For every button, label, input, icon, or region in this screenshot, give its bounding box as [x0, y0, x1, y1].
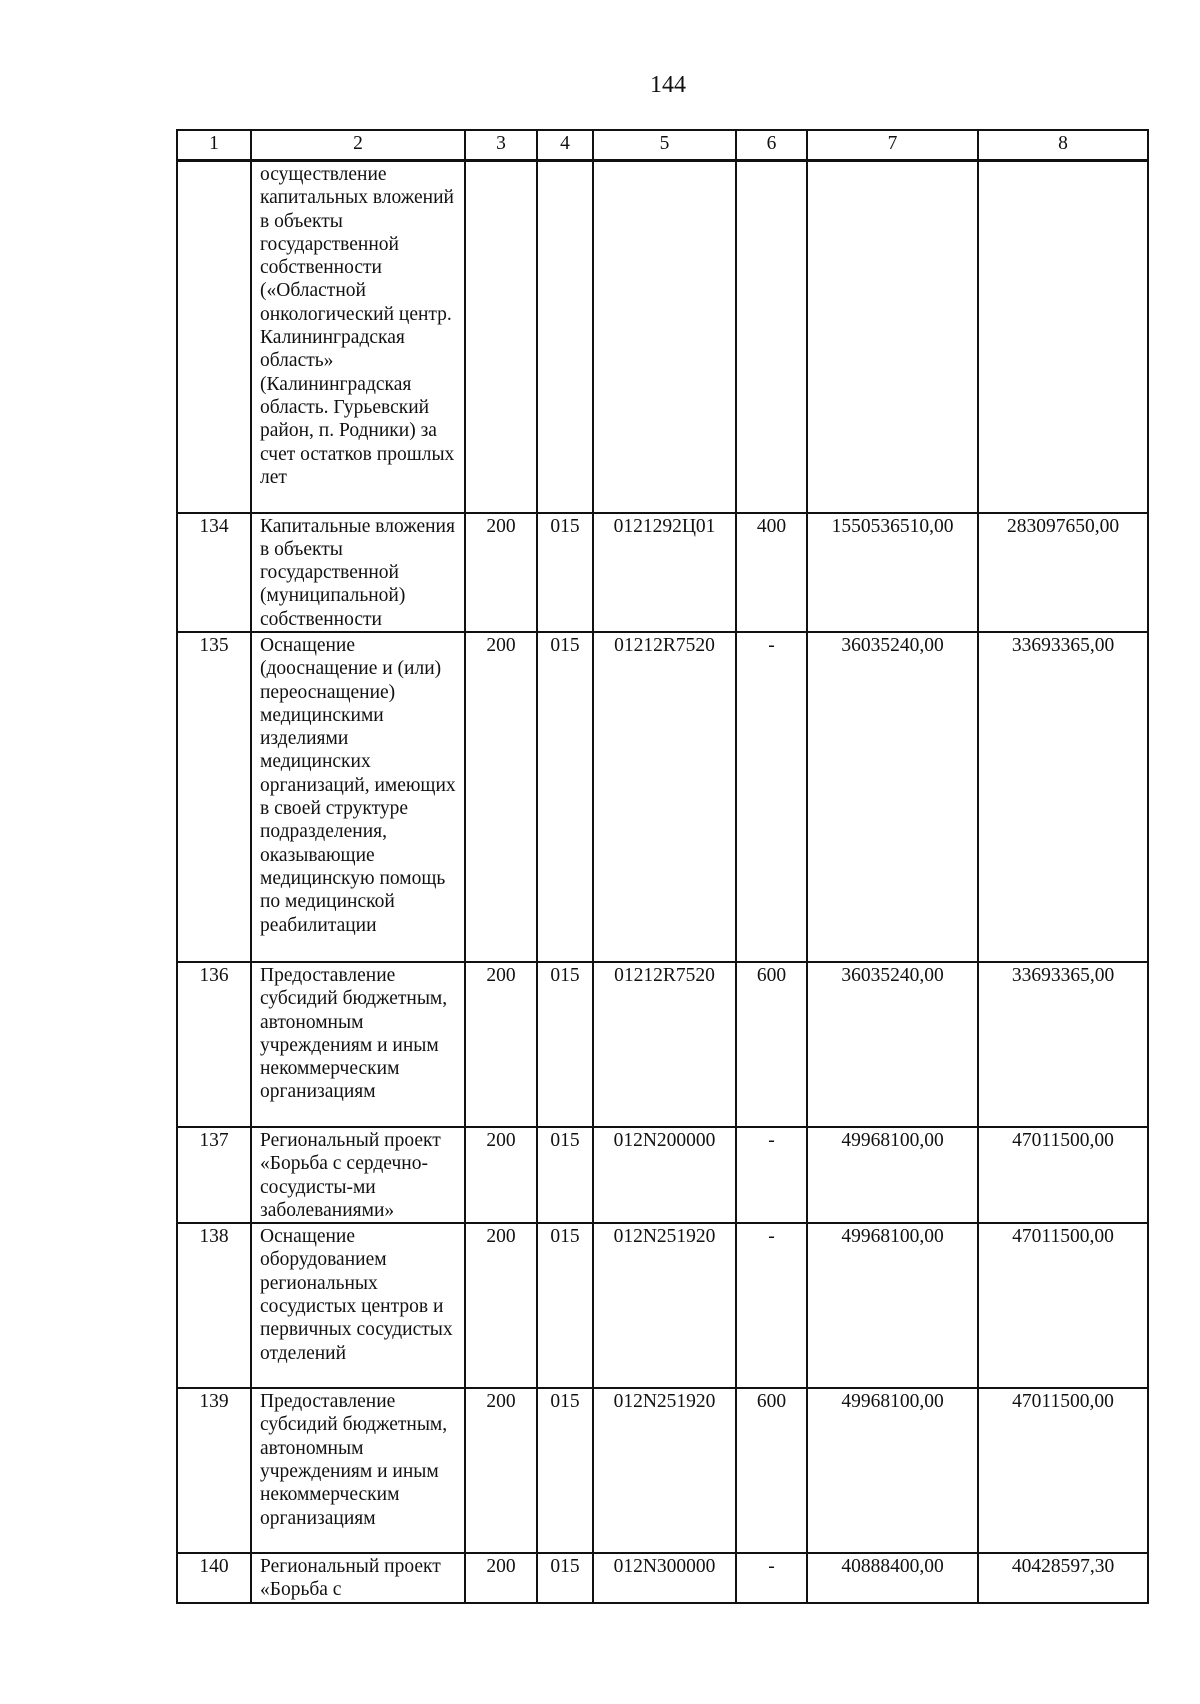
row-name: Оснащение (дооснащение и (или) переоснащение) медицинскими изделиями медицинских организаций, имеющих в своей структуре подразделения, оказывающие медицинскую помощь по медицинской реабилитации [251, 632, 465, 962]
cell-col7: 36035240,00 [807, 962, 978, 1127]
row-number: 138 [177, 1223, 251, 1388]
cell-col8 [978, 161, 1148, 513]
cell-col4: 015 [537, 1127, 593, 1223]
cell-col6: 600 [736, 962, 807, 1127]
column-header: 3 [465, 130, 537, 161]
row-name: Оснащение оборудованием региональных сосудистых центров и первичных сосудистых отделений [251, 1223, 465, 1388]
row-name: осуществление капитальных вложений в объекты государственной собственности («Областной онкологический центр. Калининградская область» (Калининградская область. Гурьевский район, п. Родники) за счет остатков прошлых лет [251, 161, 465, 513]
row-name: Региональный проект «Борьба с [251, 1553, 465, 1603]
cell-col6: - [736, 1223, 807, 1388]
cell-col4: 015 [537, 513, 593, 632]
cell-col3: 200 [465, 962, 537, 1127]
row-number: 139 [177, 1388, 251, 1553]
cell-col8: 33693365,00 [978, 962, 1148, 1127]
cell-col4: 015 [537, 632, 593, 962]
table-header-row [177, 130, 1148, 161]
row-number: 137 [177, 1127, 251, 1223]
cell-col5: 012N251920 [593, 1223, 736, 1388]
row-name: Предоставление субсидий бюджетным, автономным учреждениям и иным некоммерческим организациям [251, 962, 465, 1127]
cell-col5: 012N200000 [593, 1127, 736, 1223]
cell-col3 [465, 161, 537, 513]
table-row [177, 632, 1148, 962]
column-header: 5 [593, 130, 736, 161]
cell-col5: 012N300000 [593, 1553, 736, 1603]
cell-col8: 40428597,30 [978, 1553, 1148, 1603]
cell-col7: 49968100,00 [807, 1388, 978, 1553]
cell-col3: 200 [465, 1223, 537, 1388]
cell-col6: 400 [736, 513, 807, 632]
cell-col6: 600 [736, 1388, 807, 1553]
row-name: Региональный проект «Борьба с сердечно-сосудисты-ми заболеваниями» [251, 1127, 465, 1223]
cell-col6 [736, 161, 807, 513]
cell-col5: 012N251920 [593, 1388, 736, 1553]
cell-col6: - [736, 1127, 807, 1223]
cell-col3: 200 [465, 632, 537, 962]
cell-col8: 47011500,00 [978, 1223, 1148, 1388]
cell-col3: 200 [465, 1388, 537, 1553]
cell-col6: - [736, 632, 807, 962]
column-header: 6 [736, 130, 807, 161]
column-header: 7 [807, 130, 978, 161]
table-row [177, 1388, 1148, 1553]
page-number: 144 [650, 72, 686, 98]
cell-col7: 49968100,00 [807, 1223, 978, 1388]
table-row [177, 513, 1148, 632]
cell-col7 [807, 161, 978, 513]
table-row [177, 161, 1148, 513]
column-header: 1 [177, 130, 251, 161]
row-number: 136 [177, 962, 251, 1127]
row-number: 134 [177, 513, 251, 632]
row-number: 140 [177, 1553, 251, 1603]
table-row [177, 1553, 1148, 1603]
cell-col3: 200 [465, 513, 537, 632]
cell-col4: 015 [537, 962, 593, 1127]
cell-col4: 015 [537, 1223, 593, 1388]
cell-col5: 01212R7520 [593, 962, 736, 1127]
table-row [177, 962, 1148, 1127]
cell-col8: 33693365,00 [978, 632, 1148, 962]
cell-col7: 36035240,00 [807, 632, 978, 962]
column-header: 4 [537, 130, 593, 161]
table-row [177, 1223, 1148, 1388]
cell-col5: 01212R7520 [593, 632, 736, 962]
cell-col4: 015 [537, 1388, 593, 1553]
cell-col4 [537, 161, 593, 513]
cell-col7: 1550536510,00 [807, 513, 978, 632]
cell-col3: 200 [465, 1553, 537, 1603]
row-name: Предоставление субсидий бюджетным, автономным учреждениям и иным некоммерческим организациям [251, 1388, 465, 1553]
cell-col8: 283097650,00 [978, 513, 1148, 632]
cell-col8: 47011500,00 [978, 1127, 1148, 1223]
cell-col7: 40888400,00 [807, 1553, 978, 1603]
budget-table [176, 129, 1149, 1604]
cell-col8: 47011500,00 [978, 1388, 1148, 1553]
cell-col5 [593, 161, 736, 513]
table-row [177, 1127, 1148, 1223]
row-number: 135 [177, 632, 251, 962]
cell-col3: 200 [465, 1127, 537, 1223]
row-name: Капитальные вложения в объекты государственной (муниципальной) собственности [251, 513, 465, 632]
row-number [177, 161, 251, 513]
cell-col6: - [736, 1553, 807, 1603]
cell-col5: 0121292Ц01 [593, 513, 736, 632]
cell-col7: 49968100,00 [807, 1127, 978, 1223]
column-header: 2 [251, 130, 465, 161]
column-header: 8 [978, 130, 1148, 161]
cell-col4: 015 [537, 1553, 593, 1603]
